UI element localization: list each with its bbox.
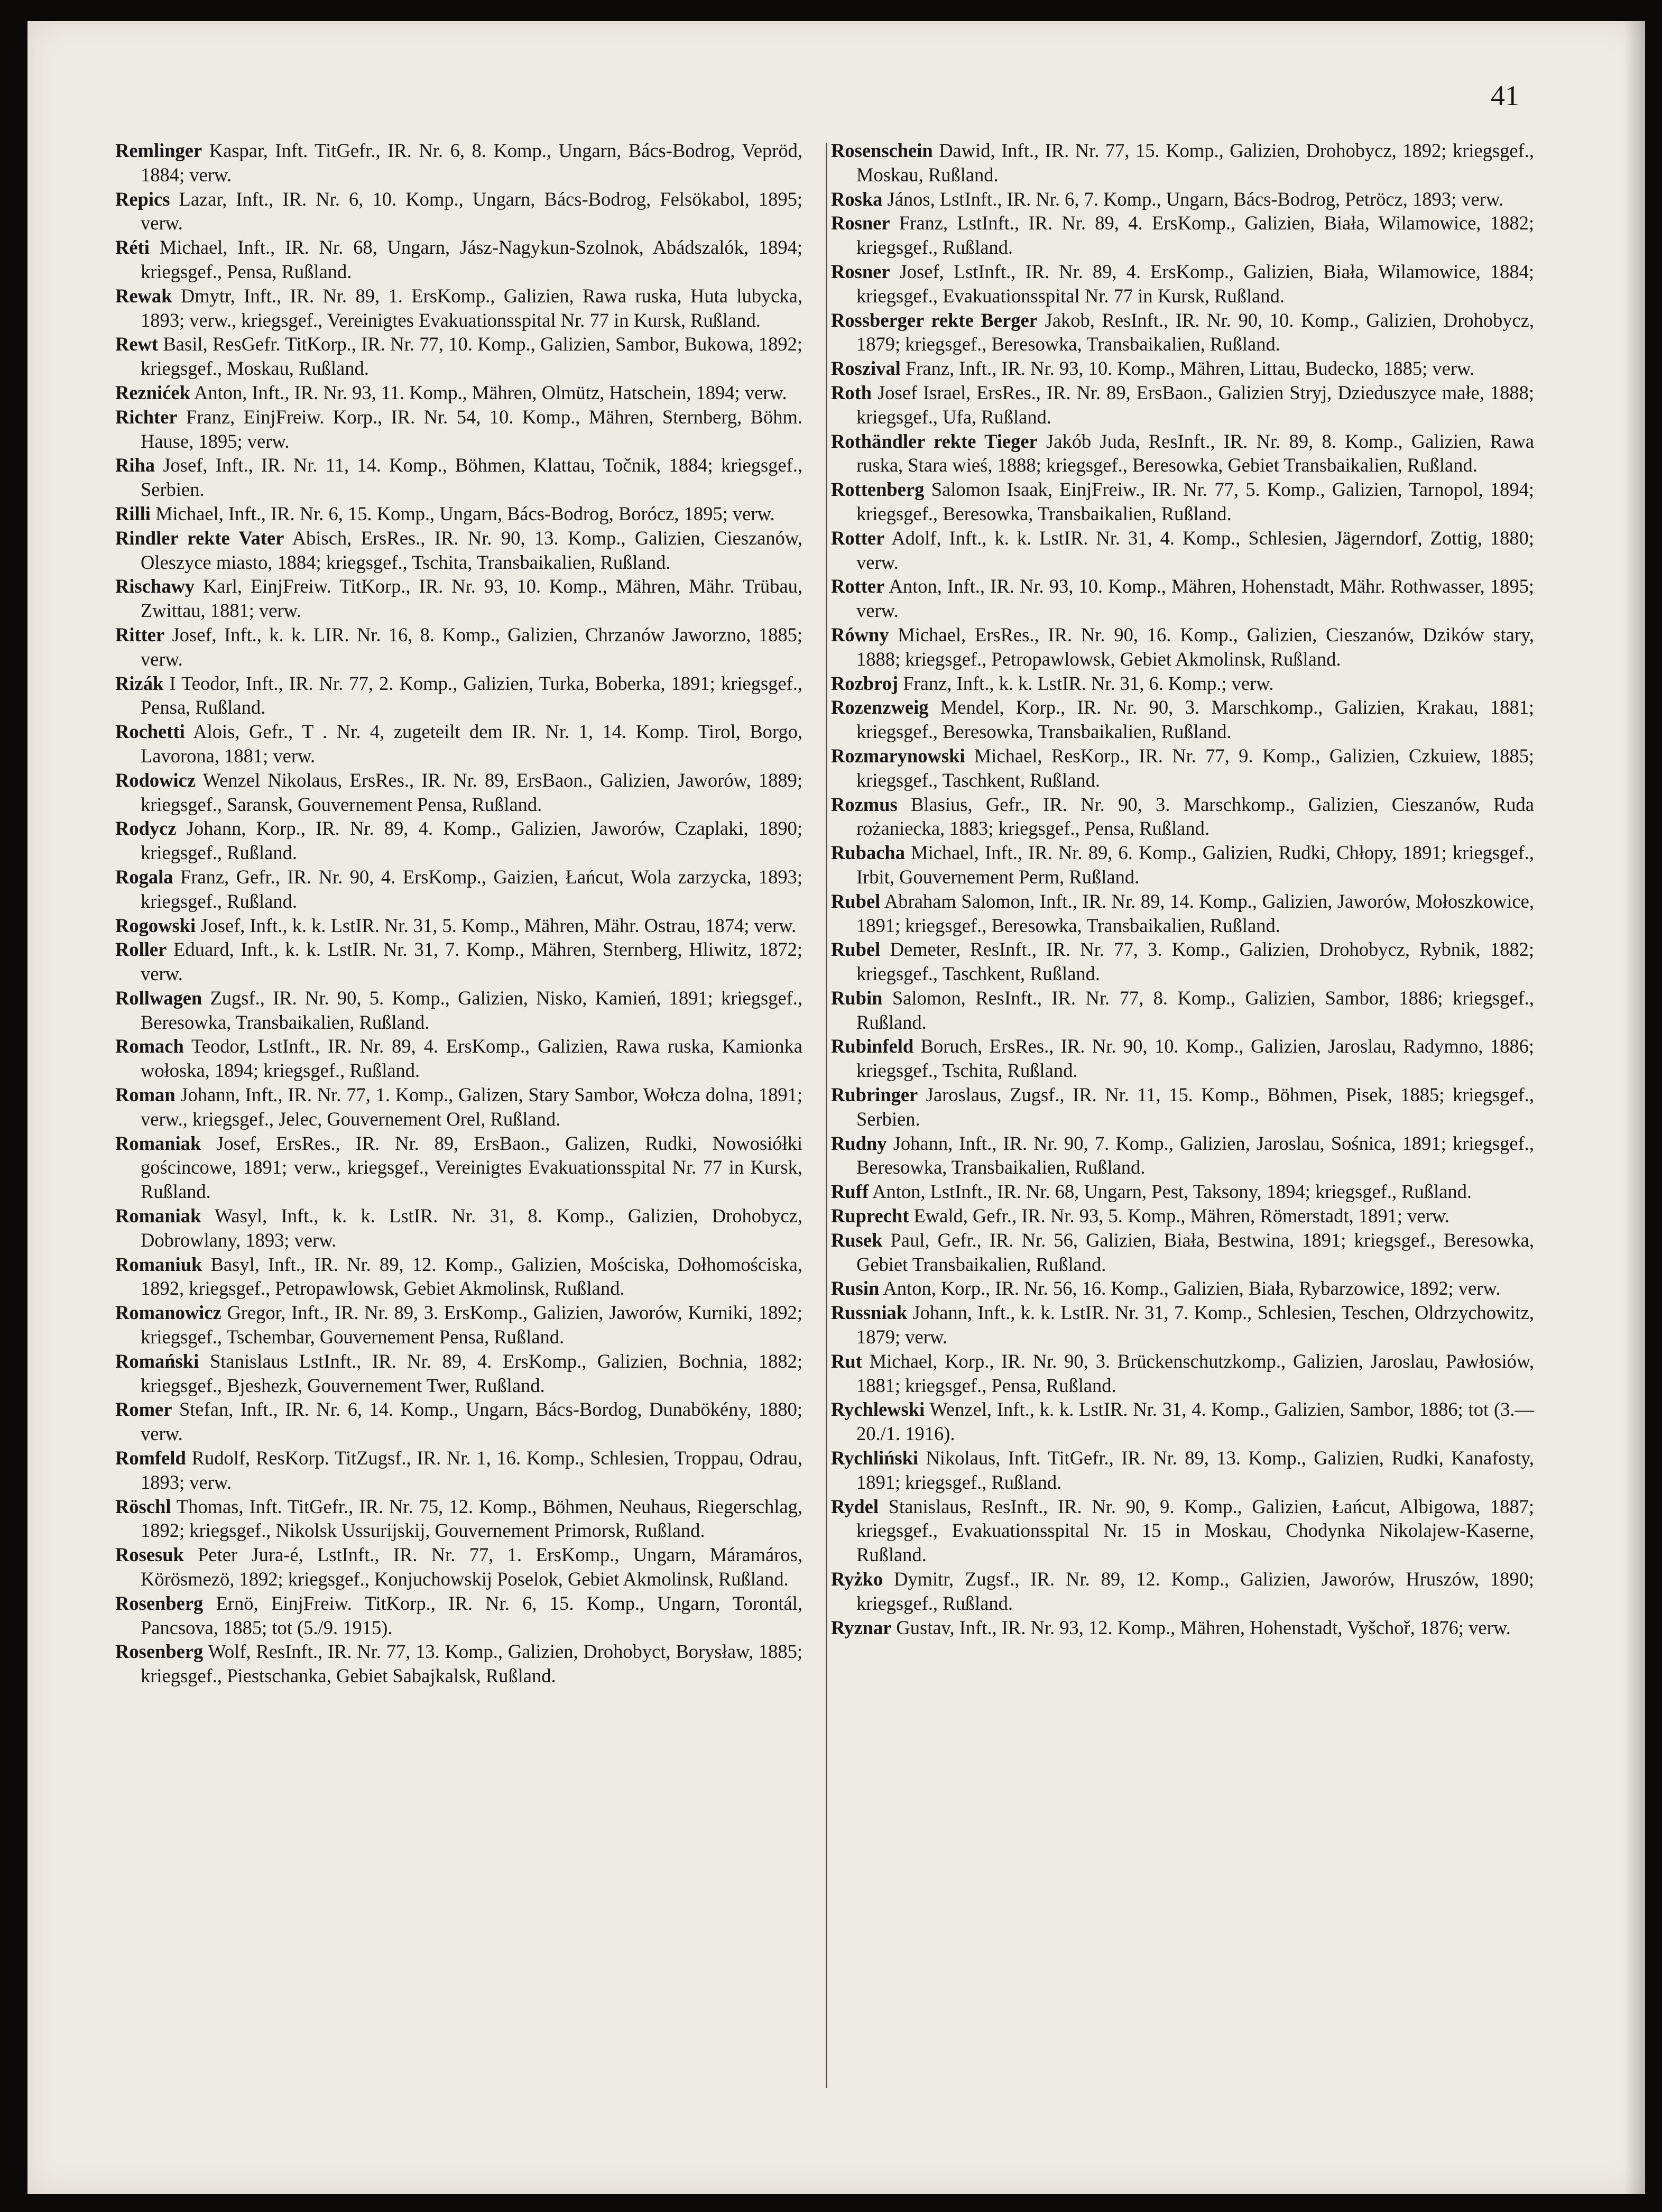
entry-surname: Rosner [831,212,890,234]
entry-surname: Rottenberg [831,478,925,501]
entry-surname: Roman [115,1084,176,1106]
register-entry [831,937,1534,986]
entry-surname: Russniak [831,1302,908,1324]
entry-details: Wolf, ResInft., IR. Nr. 77, 13. Komp., Galizien, Drohobyct, Borysław, 1885; kriegsgef., Piestschanka, Gebiet Sabajkalsk, Rußland. [141,1640,803,1687]
entry-details: Dawid, Inft., IR. Nr. 77, 15. Komp., Galizien, Drohobycz, 1892; kriegsgef., Moskau, Rußland. [856,140,1535,186]
entry-surname: Ritter [115,623,165,646]
entry-details: Jakob, ResInft., IR. Nr. 90, 10. Komp., Galizien, Drohobycz, 1879; kriegsgef., Beresowka, Transbaikalien, Rußland. [856,309,1534,355]
register-entry [831,889,1534,938]
entry-details: Lazar, Inft., IR. Nr. 6, 10. Komp., Ungarn, Bács-Bodrog, Felsökabol, 1895; verw. [141,188,802,234]
register-entry [115,1204,802,1252]
register-entry [831,1131,1534,1180]
entry-details: Adolf, Inft., k. k. LstIR. Nr. 31, 4. Komp., Schlesien, Jägerndorf, Zottig, 1880; verw. [856,527,1534,573]
register-entry [115,1131,802,1204]
entry-surname: Rychlewski [831,1398,925,1421]
entry-details: Rudolf, ResKorp. TitZugsf., IR. Nr. 1, 16. Komp., Schlesien, Troppau, Odrau, 1893; verw. [141,1447,803,1493]
entry-details: Demeter, ResInft., IR. Nr. 77, 3. Komp., Galizien, Drohobycz, Rybnik, 1882; kriegsgef., Taschkent, Rußland. [856,938,1534,985]
register-entry [831,1034,1534,1083]
register-entry [115,1591,802,1640]
entry-details: I Teodor, Inft., IR. Nr. 77, 2. Komp., Galizien, Turka, Boberka, 1891; kriegsgef., Pensa, Rußland. [141,672,802,718]
register-entry [831,356,1534,381]
entry-details: Jakób Juda, ResInft., IR. Nr. 89, 8. Komp., Galizien, Rawa ruska, Stara wieś, 1888; kriegsgef., Beresowka, Gebiet Transbaikalien, Rußland. [856,430,1535,476]
entry-details: Dmytr, Inft., IR. Nr. 89, 1. ErsKomp., Galizien, Rawa ruska, Huta lubycka, 1893; verw., kriegsgef., Vereinigtes Evakuationsspital Nr. 77 in Kursk, Rußland. [141,284,803,331]
entry-surname: Ryznar [831,1616,892,1638]
register-entry [831,477,1534,526]
entry-details: Nikolaus, Inft. TitGefr., IR. Nr. 89, 13. Komp., Galizien, Rudki, Kanafosty, 1891; kriegsgef., Rußland. [856,1447,1535,1493]
entry-surname: Rosenberg [115,1640,204,1663]
entry-details: Ernö, EinjFreiw. TitKorp., IR. Nr. 6, 15. Komp., Ungarn, Torontál, Pancsova, 1885; tot (5./9. 1915). [141,1592,802,1638]
page-edge-shadow [1624,21,1645,2194]
entry-surname: Rizák [115,672,164,694]
entry-surname: Rozmarynowski [831,744,965,767]
register-entry [115,1349,802,1398]
entry-details: Thomas, Inft. TitGefr., IR. Nr. 75, 12. Komp., Böhmen, Neuhaus, Riegerschlag, 1892; kriegsgef., Nikolsk Ussurijskij, Gouvernement Primorsk, Rußland. [141,1495,802,1542]
register-entry [115,1397,802,1446]
register-entry [831,1446,1534,1495]
entry-surname: Romer [115,1398,172,1421]
entry-surname: Romaniak [115,1205,201,1227]
register-entry [115,768,802,817]
register-entry [831,1276,1534,1301]
entry-details: Josef, Inft., IR. Nr. 11, 14. Komp., Böhmen, Klattau, Točnik, 1884; kriegsgef., Serbien. [141,454,802,501]
entry-surname: Rosesuk [115,1544,184,1566]
entry-surname: Rosenberg [115,1592,204,1614]
entry-surname: Ruprecht [831,1205,909,1227]
register-entry [115,1639,802,1688]
entry-details: Blasius, Gefr., IR. Nr. 90, 3. Marschkomp., Galizien, Cieszanów, Ruda rożaniecka, 1883; kriegsgef., Pensa, Rußland. [856,793,1535,840]
entry-surname: Remlinger [115,140,202,161]
entry-details: János, LstInft., IR. Nr. 6, 7. Komp., Ungarn, Bács-Bodrog, Petröcz, 1893; verw. [887,188,1503,210]
entry-surname: Rydel [831,1495,879,1517]
entry-surname: Roszival [831,357,901,380]
entry-details: Johann, Korp., IR. Nr. 89, 4. Komp., Galizien, Jaworów, Czaplaki, 1890; kriegsgef., Rußland. [141,817,802,864]
entry-details: Dymitr, Zugsf., IR. Nr. 89, 12. Komp., Galizien, Jaworów, Hruszów, 1890; kriegsgef., Rußland. [856,1568,1535,1614]
entry-details: Gregor, Inft., IR. Nr. 89, 3. ErsKomp., Galizien, Jaworów, Kurniki, 1892; kriegsgef., Tschembar, Gouvernement Pensa, Rußland. [141,1302,803,1348]
entry-surname: Rubin [831,987,883,1009]
entry-surname: Rotter [831,575,885,597]
register-entry [831,744,1534,792]
entry-details: Gustav, Inft., IR. Nr. 93, 12. Komp., Mähren, Hohenstadt, Vyšchoř, 1876; verw. [896,1616,1511,1638]
entry-surname: Rossberger rekte Berger [831,309,1038,331]
register-entry [831,139,1534,187]
register-entry [831,1397,1534,1446]
register-entry [831,1083,1534,1131]
register-entry [831,429,1534,478]
entry-details: Abisch, ErsRes., IR. Nr. 90, 13. Komp., Galizien, Cieszanów, Oleszyce miasto, 1884; kriegsgef., Tschita, Transbaikalien, Rußland. [141,527,802,573]
entry-details: Anton, LstInft., IR. Nr. 68, Ungarn, Pest, Taksony, 1894; kriegsgef., Rußland. [872,1181,1472,1203]
entry-details: Josef, Inft., k. k. LIR. Nr. 16, 8. Komp., Galizien, Chrzanów Jaworzno, 1885; verw. [141,623,802,670]
register-entry [115,937,802,986]
register-entry [115,139,802,187]
register-entry [115,284,802,333]
entry-details: Wasyl, Inft., k. k. LstIR. Nr. 31, 8. Komp., Galizien, Drohobycz, Dobrowlany, 1893; verw. [141,1205,803,1251]
register-entry [115,574,802,623]
entry-details: Michael, ErsRes., IR. Nr. 90, 16. Komp., Galizien, Cieszanów, Dzików stary, 1888; kriegsgef., Petropawlowsk, Gebiet Akmolinsk, Rußland. [856,623,1535,670]
entry-details: Wenzel Nikolaus, ErsRes., IR. Nr. 89, ErsBaon., Galizien, Jaworów, 1889; kriegsgef., Saransk, Gouvernement Pensa, Rußland. [141,769,803,815]
entry-surname: Roth [831,381,872,403]
register-entry [831,187,1534,211]
entry-surname: Rusin [831,1277,880,1299]
entry-surname: Rogala [115,865,173,888]
register-entry [831,1228,1534,1277]
entry-details: Salomon Isaak, EinjFreiw., IR. Nr. 77, 5. Komp., Galizien, Tarnopol, 1894; kriegsgef., Beresowka, Transbaikalien, Rußland. [856,478,1535,524]
entry-details: Josef, LstInft., IR. Nr. 89, 4. ErsKomp., Galizien, Biała, Wilamowice, 1884; kriegsgef., Evakuationsspital Nr. 77 in Kursk, Rußland. [856,260,1534,307]
entry-details: Paul, Gefr., IR. Nr. 56, Galizien, Biała, Bestwina, 1891; kriegsgef., Beresowka, Gebiet Transbaikalien, Rußland. [856,1229,1534,1275]
register-entry [831,695,1534,744]
register-entry [831,1616,1534,1640]
entry-details: Boruch, ErsRes., IR. Nr. 90, 10. Komp., Galizien, Jaroslau, Radymno, 1886; kriegsgef., Tschita, Rußland. [856,1035,1535,1082]
entry-surname: Roska [831,188,883,210]
register-entry [831,1179,1534,1204]
entry-details: Wenzel, Inft., k. k. LstIR. Nr. 31, 4. Komp., Galizien, Sambor, 1886; tot (3.—20./1. 1916). [856,1398,1535,1445]
register-entry [115,1083,802,1131]
register-entry [831,381,1534,429]
register-entry [831,260,1534,308]
entry-surname: Rothändler rekte Tieger [831,430,1038,452]
entry-details: Teodor, LstInft., IR. Nr. 89, 4. ErsKomp., Galizien, Rawa ruska, Kamionka wołoska, 1894; kriegsgef., Rußland. [141,1035,802,1082]
entry-details: Basyl, Inft., IR. Nr. 89, 12. Komp., Galizien, Mościska, Dołhomościska, 1892, kriegsgef., Petropawlowsk, Gebiet Akmolinsk, Rußland. [141,1253,802,1299]
entry-details: Josef Israel, ErsRes., IR. Nr. 89, ErsBaon., Galizien Stryj, Dzieduszyce małe, 1888; kriegsgef., Ufa, Rußland. [856,381,1535,428]
entry-surname: Reznićek [115,381,190,403]
column-divider [826,143,827,2088]
register-entry [831,211,1534,260]
register-entry [115,332,802,381]
entry-surname: Rogowski [115,914,196,936]
entry-details: Kaspar, Inft. TitGefr., IR. Nr. 6, 8. Komp., Ungarn, Bács-Bodrog, Vepröd, 1884; verw. [141,140,802,186]
register-entry [115,453,802,502]
entry-details: Jaroslaus, Zugsf., IR. Nr. 11, 15. Komp., Böhmen, Pisek, 1885; kriegsgef., Serbien. [856,1084,1535,1130]
entry-details: Peter Jura-é, LstInft., IR. Nr. 77, 1. ErsKomp., Ungarn, Máramáros, Körösmezö, 1892; kriegsgef., Konjuchowskij Poselok, Gebiet Akmolinsk, Rußland. [141,1544,802,1590]
register-entry [115,914,802,938]
register-entry [831,986,1534,1035]
entry-details: Michael, ResKorp., IR. Nr. 77, 9. Komp., Galizien, Czkuiew, 1885; kriegsgef., Taschkent, Rußland. [856,744,1534,791]
entry-surname: Rodowicz [115,769,196,791]
entry-surname: Repics [115,188,170,210]
register-entry [115,623,802,671]
entry-surname: Rudny [831,1132,887,1154]
register-entry [115,865,802,914]
register-entry [115,381,802,405]
entry-surname: Romfeld [115,1447,186,1469]
entry-surname: Rut [831,1350,862,1372]
entry-surname: Riha [115,454,155,476]
entry-surname: Równy [831,623,889,646]
entry-surname: Ruff [831,1181,869,1203]
register-entry [115,502,802,526]
entry-details: Karl, EinjFreiw. TitKorp., IR. Nr. 93, 10. Komp., Mähren, Mähr. Trübau, Zwittau, 1881; verw. [141,575,802,622]
entry-surname: Richter [115,405,178,428]
right-column [831,139,1534,1639]
entry-surname: Röschl [115,1495,171,1517]
entry-surname: Rotter [831,527,885,549]
entry-surname: Rubinfeld [831,1035,914,1057]
entry-details: Michael, Inft., IR. Nr. 89, 6. Komp., Galizien, Rudki, Chłopy, 1891; kriegsgef., Irbit, Gouvernement Perm, Rußland. [856,842,1534,888]
entry-details: Franz, Inft., IR. Nr. 93, 10. Komp., Mähren, Littau, Budecko, 1885; verw. [905,357,1475,380]
entry-details: Zugsf., IR. Nr. 90, 5. Komp., Galizien, Nisko, Kamień, 1891; kriegsgef., Beresowka, Transbaikalien, Rußland. [141,987,803,1033]
entry-details: Stanislaus LstInft., IR. Nr. 89, 4. ErsKomp., Galizien, Bochnia, 1882; kriegsgef., Bjeshezk, Gouvernement Twer, Rußland. [141,1350,802,1396]
register-entry [115,187,802,236]
entry-surname: Rosner [831,260,890,282]
entry-details: Franz, EinjFreiw. Korp., IR. Nr. 54, 10. Komp., Mähren, Sternberg, Böhm. Hause, 1895; verw. [141,405,803,452]
entry-details: Salomon, ResInft., IR. Nr. 77, 8. Komp., Galizien, Sambor, 1886; kriegsgef., Rußland. [856,987,1534,1033]
register-entry [831,1204,1534,1228]
entry-surname: Réti [115,236,150,259]
entry-surname: Rusek [831,1229,883,1251]
entry-surname: Romaniak [115,1132,201,1154]
register-entry [831,308,1534,357]
register-entry [115,1034,802,1083]
entry-surname: Rubringer [831,1084,918,1106]
entry-details: Abraham Salomon, Inft., IR. Nr. 89, 14. Komp., Galizien, Jaworów, Mołoszkowice, 1891; kriegsgef., Beresowka, Transbaikalien, Rußland. [856,890,1534,936]
entry-surname: Rozenzweig [831,696,929,718]
register-entry [115,235,802,284]
register-entry [831,841,1534,889]
register-entry [115,526,802,575]
register-entry [831,526,1534,575]
entry-surname: Rubacha [831,842,905,864]
entry-details: Anton, Korp., IR. Nr. 56, 16. Komp., Galizien, Biała, Rybarzowice, 1892; verw. [883,1277,1501,1299]
entry-surname: Rilli [115,502,151,524]
entry-details: Franz, Inft., k. k. LstIR. Nr. 31, 6. Komp.; verw. [903,672,1274,694]
entry-details: Josef, ErsRes., IR. Nr. 89, ErsBaon., Galizen, Rudki, Nowosiółki gościncowe, 1891; verw., kriegsgef., Vereinigtes Evakuationsspital Nr. 77 in Kursk, Rußland. [141,1132,802,1203]
register-entry [115,986,802,1035]
entry-surname: Romaniuk [115,1253,202,1275]
entry-surname: Rychliński [831,1447,919,1469]
entry-surname: Rozbroj [831,672,899,694]
entry-surname: Romach [115,1035,184,1057]
page-number: 41 [1491,80,1519,112]
register-entry [831,574,1534,623]
entry-details: Alois, Gefr., T . Nr. 4, zugeteilt dem IR. Nr. 1, 14. Komp. Tirol, Borgo, Lavorona, 1881; verw. [141,721,802,767]
entry-details: Stanislaus, ResInft., IR. Nr. 90, 9. Komp., Galizien, Łańcut, Albigowa, 1887; kriegsgef., Evakuationsspital Nr. 15 in Moskau, Chodynka Nikolajew-Kaserne, Rußland. [856,1495,1535,1566]
register-entry [831,1567,1534,1616]
register-entry [831,792,1534,841]
register-entry [115,1495,802,1543]
entry-details: Anton, Inft., IR. Nr. 93, 11. Komp., Mähren, Olmütz, Hatschein, 1894; verw. [194,381,787,403]
entry-details: Michael, Inft., IR. Nr. 68, Ungarn, Jász-Nagykun-Szolnok, Abádszalók, 1894; kriegsgef., Pensa, Rußland. [141,236,803,282]
entry-surname: Rubel [831,938,881,961]
register-entry [831,1495,1534,1567]
entry-surname: Romanowicz [115,1302,221,1324]
entry-surname: Rodycz [115,817,177,840]
entry-surname: Rosenschein [831,140,933,161]
entry-surname: Rewt [115,333,159,355]
entry-details: Mendel, Korp., IR. Nr. 90, 3. Marschkomp., Galizien, Krakau, 1881; kriegsgef., Beresowka, Transbaikalien, Rußland. [856,696,1535,743]
entry-details: Franz, LstInft., IR. Nr. 89, 4. ErsKomp., Galizien, Biała, Wilamowice, 1882; kriegsgef., Rußland. [856,212,1534,259]
register-entry [831,1301,1534,1349]
entry-surname: Rollwagen [115,987,202,1009]
entry-details: Stefan, Inft., IR. Nr. 6, 14. Komp., Ungarn, Bács-Bordog, Dunabökény, 1880; verw. [141,1398,803,1445]
entry-details: Basil, ResGefr. TitKorp., IR. Nr. 77, 10. Komp., Galizien, Sambor, Bukowa, 1892; kriegsgef., Moskau, Rußland. [141,333,802,380]
register-entry [115,1543,802,1591]
entry-details: Eduard, Inft., k. k. LstIR. Nr. 31, 7. Komp., Mähren, Sternberg, Hliwitz, 1872; verw. [141,938,802,985]
entry-surname: Romański [115,1350,199,1372]
entry-details: Johann, Inft., k. k. LstIR. Nr. 31, 7. Komp., Schlesien, Teschen, Oldrzychowitz, 1879; verw. [856,1302,1534,1348]
entry-surname: Rindler rekte Vater [115,527,284,549]
entry-details: Johann, Inft., IR. Nr. 77, 1. Komp., Galizen, Stary Sambor, Wołcza dolna, 1891; verw., kriegsgef., Jelec, Gouvernement Orel, Rußland. [141,1084,802,1130]
register-entry [115,1301,802,1349]
register-entry [115,720,802,768]
entry-surname: Ryżko [831,1568,883,1590]
register-entry [115,1446,802,1495]
entry-details: Michael, Korp., IR. Nr. 90, 3. Brückenschutzkomp., Galizien, Jaroslau, Pawłosiów, 1881; kriegsgef., Pensa, Rußland. [856,1350,1535,1396]
entry-surname: Rewak [115,284,172,307]
register-entry [115,816,802,865]
entry-details: Josef, Inft., k. k. LstIR. Nr. 31, 5. Komp., Mähren, Mähr. Ostrau, 1874; verw. [200,914,797,936]
entry-details: Johann, Inft., IR. Nr. 90, 7. Komp., Galizien, Jaroslau, Sośnica, 1891; kriegsgef., Beresowka, Transbaikalien, Rußland. [856,1132,1535,1178]
register-entry [115,671,802,720]
entry-details: Anton, Inft., IR. Nr. 93, 10. Komp., Mähren, Hohenstadt, Mähr. Rothwasser, 1895; verw. [856,575,1534,622]
entry-details: Ewald, Gefr., IR. Nr. 93, 5. Komp., Mähren, Römerstadt, 1891; verw. [913,1205,1449,1227]
entry-surname: Roller [115,938,167,961]
register-entry [831,671,1534,696]
register-entry [115,1252,802,1301]
entry-surname: Rochetti [115,721,185,743]
entry-details: Franz, Gefr., IR. Nr. 90, 4. ErsKomp., Gaizien, Łańcut, Wola zarzycka, 1893; kriegsgef., Rußland. [141,865,803,912]
entry-surname: Rozmus [831,793,898,815]
register-entry [831,1349,1534,1398]
left-column [115,139,802,1688]
entry-surname: Rischawy [115,575,195,597]
register-entry [115,405,802,454]
register-entry [831,623,1534,671]
entry-details: Michael, Inft., IR. Nr. 6, 15. Komp., Ungarn, Bács-Bodrog, Borócz, 1895; verw. [155,502,775,524]
entry-surname: Rubel [831,890,881,912]
